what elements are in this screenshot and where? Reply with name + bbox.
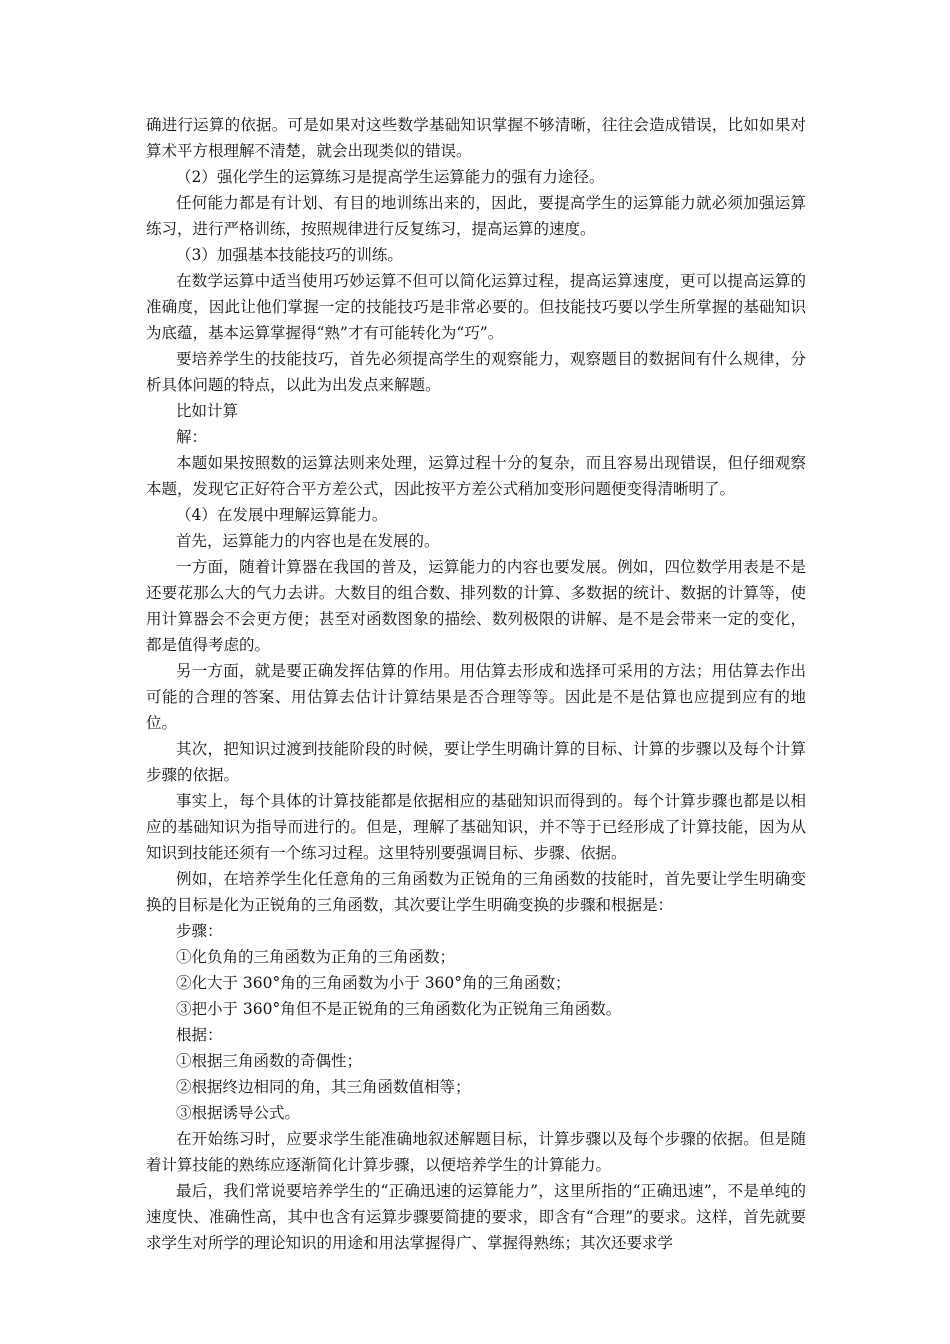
document-body xyxy=(146,112,806,1256)
paragraph: 任何能力都是有计划、有目的地训练出来的，因此，要提高学生的运算能力就必须加强运算练习，进行严格训练，按照规律进行反复练习，提高运算的速度。 xyxy=(146,194,806,238)
paragraph: 解： xyxy=(176,428,208,446)
list-item: ③把小于 360°角但不是正锐角的三角函数化为正锐角三角函数。 xyxy=(176,1000,622,1018)
paragraph: 事实上，每个具体的计算技能都是依据相应的基础知识而得到的。每个计算步骤也都是以相应的基础知识为指导而进行的。但是，理解了基础知识，并不等于已经形成了计算技能，因为从知识到技能还须有一个练习过程。这里特别要强调目标、步骤、依据。 xyxy=(146,792,806,862)
list-item: ②化大于 360°角的三角函数为小于 360°角的三角函数； xyxy=(176,974,571,992)
paragraph: 例如，在培养学生化任意角的三角函数为正锐角的三角函数的技能时，首先要让学生明确变换的目标是化为正锐角的三角函数，其次要让学生明确变换的步骤和根据是： xyxy=(146,870,806,914)
section-heading: （4）在发展中理解运算能力。 xyxy=(176,506,388,524)
paragraph: 首先，运算能力的内容也是在发展的。 xyxy=(176,532,440,550)
paragraph: 要培养学生的技能技巧，首先必须提高学生的观察能力，观察题目的数据间有什么规律，分析具体问题的特点，以此为出发点来解题。 xyxy=(146,350,806,394)
section-heading: （2）强化学生的运算练习是提高学生运算能力的强有力途径。 xyxy=(176,168,605,186)
paragraph: 其次，把知识过渡到技能阶段的时候，要让学生明确计算的目标、计算的步骤以及每个计算步骤的依据。 xyxy=(146,740,806,784)
list-heading: 步骤： xyxy=(176,922,223,940)
list-heading: 根据： xyxy=(176,1026,223,1044)
list-item: ①根据三角函数的奇偶性； xyxy=(176,1052,363,1070)
list-item: ①化负角的三角函数为正角的三角函数； xyxy=(176,948,456,966)
paragraph: 本题如果按照数的运算法则来处理，运算过程十分的复杂，而且容易出现错误，但仔细观察本题，发现它正好符合平方差公式，因此按平方差公式稍加变形问题便变得清晰明了。 xyxy=(146,454,806,498)
paragraph: 比如计算 xyxy=(176,402,239,420)
list-item: ③根据诱导公式。 xyxy=(176,1104,301,1122)
paragraph: 一方面，随着计算器在我国的普及，运算能力的内容也要发展。例如，四位数学用表是不是还要花那么大的气力去讲。大数目的组合数、排列数的计算、多数据的统计、数据的计算等，使用计算器会不会更方便；甚至对函数图象的描绘、数列极限的讲解、是不是会带来一定的变化，都是值得考虑的。 xyxy=(146,558,806,654)
paragraph: 在数学运算中适当使用巧妙运算不但可以简化运算过程，提高运算速度，更可以提高运算的准确度，因此让他们掌握一定的技能技巧是非常必要的。但技能技巧要以学生所掌握的基础知识为底蕴，基本运算掌握得“熟”才有可能转化为“巧”。 xyxy=(146,272,806,342)
paragraph: 在开始练习时，应要求学生能准确地叙述解题目标，计算步骤以及每个步骤的依据。但是随着计算技能的熟练应逐渐简化计算步骤，以便培养学生的计算能力。 xyxy=(146,1130,806,1174)
list-item: ②根据终边相同的角，其三角函数值相等； xyxy=(176,1078,471,1096)
paragraph: 确进行运算的依据。可是如果对这些数学基础知识掌握不够清晰，往往会造成错误，比如如果对算术平方根理解不清楚，就会出现类似的错误。 xyxy=(146,116,806,160)
section-heading: （3）加强基本技能技巧的训练。 xyxy=(176,246,403,264)
paragraph: 最后，我们常说要培养学生的“正确迅速的运算能力”，这里所指的“正确迅速”，不是单纯的速度快、准确性高，其中也含有运算步骤要简捷的要求，即含有“合理”的要求。这样，首先就要求学生对所学的理论知识的用途和用法掌握得广、掌握得熟练；其次还要求学 xyxy=(146,1182,806,1252)
paragraph: 另一方面，就是要正确发挥估算的作用。用估算去形成和选择可采用的方法；用估算去作出可能的合理的答案、用估算去估计计算结果是否合理等等。因此是不是估算也应提到应有的地位。 xyxy=(146,662,806,732)
